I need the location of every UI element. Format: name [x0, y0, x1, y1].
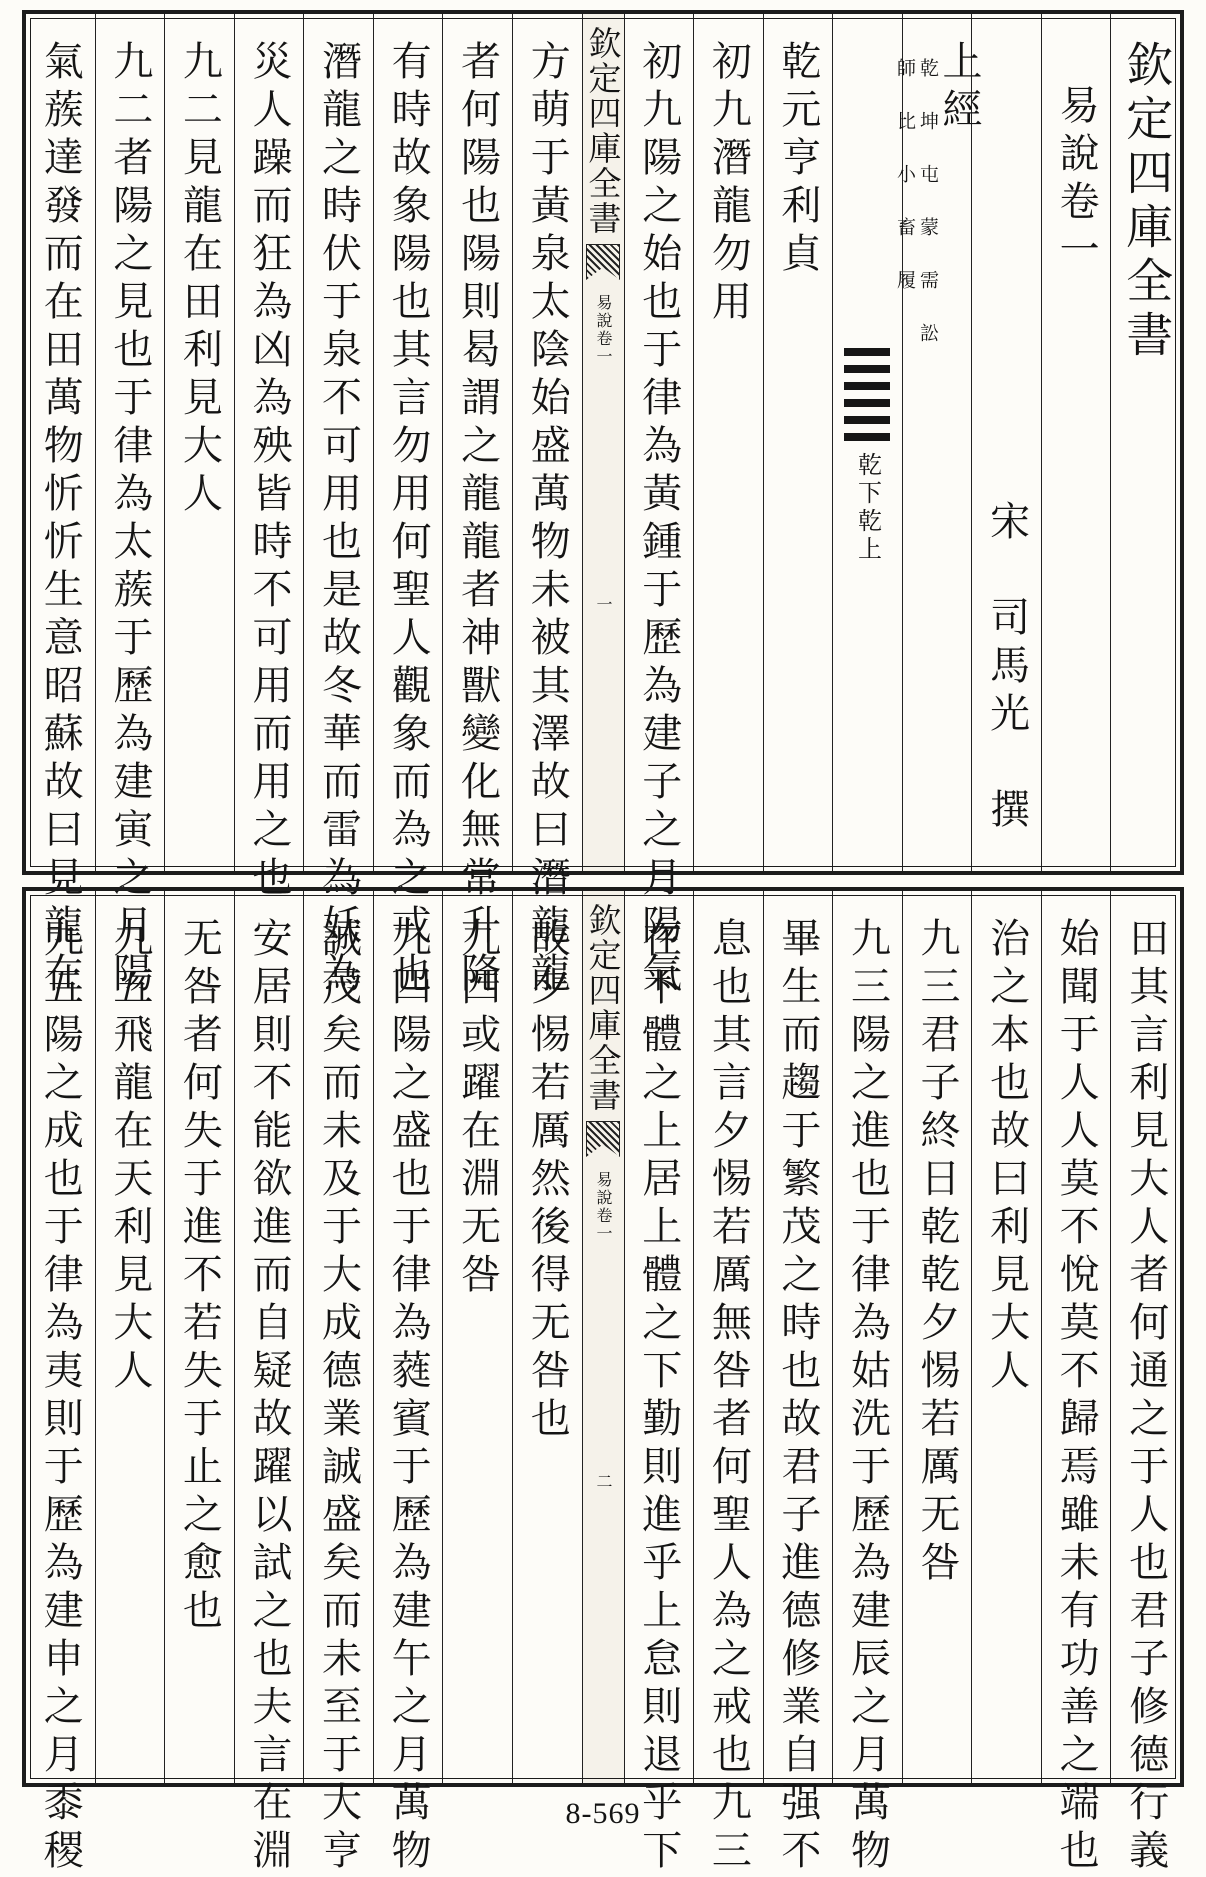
column-text: 九三君子終日乾乾夕惕若厲无咎: [914, 917, 961, 1589]
column-text: 誠茂矣而未及于大成德業誠盛矣而未至于大亨: [315, 917, 362, 1877]
text-column: [442, 14, 512, 1000]
hexagram-line-icon: [844, 433, 890, 441]
column-text: 九四陽之盛也于律為蕤賓于歷為建午之月萬物: [385, 917, 432, 1877]
band-book-name: 易說: [594, 294, 613, 330]
text-column: [26, 891, 95, 1877]
hexagram-note: 乾下乾上: [853, 451, 882, 564]
text-column: [164, 14, 234, 871]
book-title: 欽定四庫全書: [1118, 40, 1174, 364]
text-column: [624, 891, 694, 1877]
hexagram-line-icon: [844, 382, 890, 390]
section-heading-column: [894, 14, 983, 871]
text-column: [763, 14, 833, 871]
fishtail-ornament-icon: [586, 1121, 620, 1157]
column-text: 九五陽之成也于律為夷則于歷為建申之月黍稷: [37, 917, 84, 1877]
text-column: [95, 891, 165, 1783]
text-column: [624, 14, 694, 1000]
margin-band: [582, 14, 624, 871]
text-column: [512, 14, 582, 1000]
column-text: 始聞于人人莫不悅莫不歸焉雖未有功善之端也: [1053, 917, 1100, 1877]
column-text: 故夕惕若厲然後得无咎也: [524, 917, 571, 1445]
column-text: 九三陽之進也于律為姑洗于歷為建辰之月萬物: [844, 917, 891, 1877]
column-text: 乾元亨利貞: [774, 40, 821, 280]
section-heading: 上經: [936, 40, 983, 136]
column-text: 在下體之上居上體之下勤則進乎上怠則退乎下: [635, 917, 682, 1877]
column-text: 氣蔟達發而在田萬物忻忻生意昭蘇故曰見龍在: [37, 40, 84, 1000]
text-column: [971, 891, 1041, 1783]
text-column: [1110, 14, 1180, 871]
contents-line: 師比小畜履: [894, 58, 917, 323]
column-text: 九四或躍在淵无咎: [454, 917, 501, 1301]
hexagram-line-icon: [844, 416, 890, 424]
band-juan: 卷一: [594, 330, 613, 366]
column-text: 潛龍之時伏于泉不可用也是故冬華而雷為妖為: [315, 40, 362, 1000]
band-folio-number: 一: [594, 596, 613, 620]
text-column: [1110, 891, 1180, 1877]
column-text: 方萌于黃泉太陰始盛萬物未被其澤故曰潛龍龍: [524, 40, 571, 1000]
contents-line: 乾坤屯蒙需訟: [917, 58, 940, 376]
column-text: 安居則不能欲進而自疑故躍以試之也夫言在淵: [245, 917, 292, 1877]
text-column: [234, 891, 304, 1877]
text-column: [763, 891, 833, 1877]
column-text: 災人躁而狂為凶為殃皆時不可用而用之也: [245, 40, 292, 904]
text-column: [512, 891, 582, 1783]
hexagram-column: [832, 14, 902, 871]
text-column: [832, 891, 902, 1877]
column-text: 九二見龍在田利見大人: [176, 40, 223, 520]
column-text: 初九陽之始也于律為黃鍾于歷為建子之月陽氣: [635, 40, 682, 1000]
text-column: [902, 891, 972, 1783]
hexagram-line-icon: [844, 365, 890, 373]
fishtail-ornament-icon: [586, 244, 620, 280]
text-column: [164, 891, 234, 1783]
band-book-name: 易說: [594, 1171, 613, 1207]
column-text: 息也其言夕惕若厲無咎者何聖人為之戒也九三: [705, 917, 752, 1877]
column-text: 九二者陽之見也于律為太蔟于歷為建寅之月陽: [106, 40, 153, 1000]
hexagram-line-icon: [844, 348, 890, 356]
text-column: [693, 14, 763, 871]
column-text: 无咎者何失于進不若失于止之愈也: [176, 917, 223, 1637]
text-column: [373, 891, 443, 1877]
column-text: 畢生而趨于繁茂之時也故君子進德修業自强不: [774, 917, 821, 1877]
margin-band: [582, 891, 624, 1783]
column-text: 初九潛龍勿用: [705, 40, 752, 328]
text-column: [303, 14, 373, 1000]
text-column: [26, 14, 95, 1000]
column-text: 治之本也故曰利見大人: [983, 917, 1030, 1397]
column-text: 九五飛龍在天利見大人: [106, 917, 153, 1397]
band-title: 欽定四庫全書: [583, 903, 623, 1113]
text-column: [95, 14, 165, 1000]
column-text: 有時故象陽也其言勿用何聖人觀象而為之戒也: [385, 40, 432, 1000]
author-line: 宋 司馬光 撰: [983, 500, 1030, 836]
band-title: 欽定四庫全書: [583, 26, 623, 236]
text-column: [303, 891, 373, 1877]
text-column: [971, 14, 1041, 871]
text-column: [1041, 14, 1111, 871]
band-folio-number: 二: [594, 1473, 613, 1497]
band-juan: 卷一: [594, 1207, 613, 1243]
text-column: [373, 14, 443, 1000]
top-page: [22, 10, 1184, 1000]
text-column: [693, 891, 763, 1877]
page-number: 8-569: [565, 1797, 641, 1830]
text-column: [234, 14, 304, 904]
column-text: 者何陽也陽則曷謂之龍龍者神獸變化無常升降: [454, 40, 501, 1000]
text-column: [442, 891, 512, 1783]
text-column: [1041, 891, 1111, 1877]
column-text: 田其言利見大人者何通之于人也君子修德行義: [1122, 917, 1169, 1877]
hexagram-line-icon: [844, 399, 890, 407]
column-text: 易說卷一: [1053, 84, 1100, 276]
